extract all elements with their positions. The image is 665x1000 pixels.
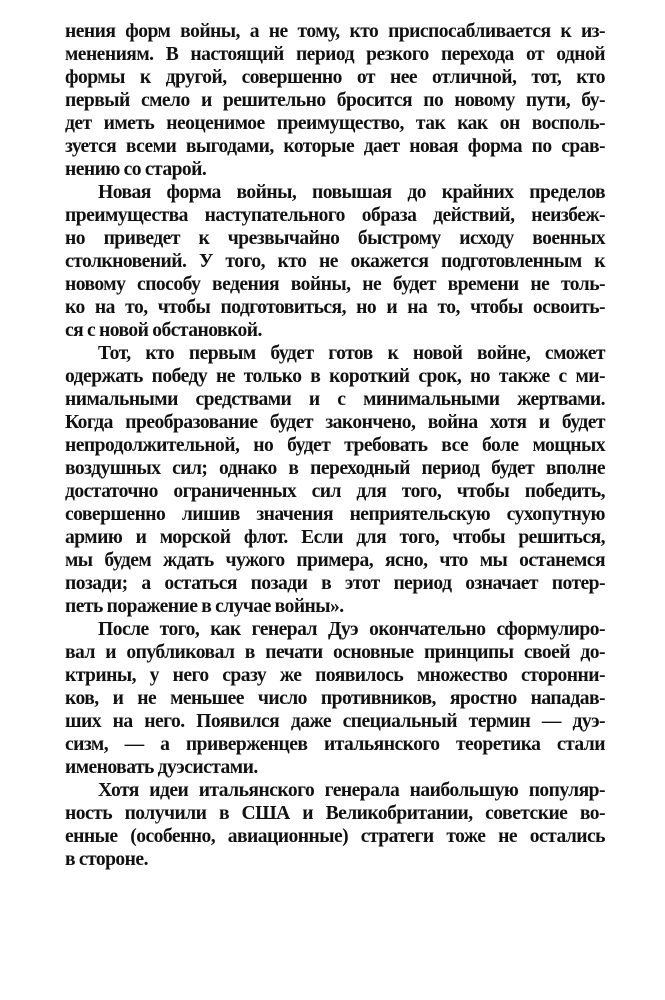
text-line: После того, как генерал Дуэ окончательно сформулиро- <box>98 619 605 640</box>
text-line: ших на него. Появился даже специальный термин — дуэ- <box>65 711 605 732</box>
text-line: формы к другой, совершенно от нее отличной, тот, кто <box>65 67 605 88</box>
page-text-column <box>65 20 605 871</box>
text-line: Тот, кто первым будет готов к новой войне, сможет <box>98 343 605 364</box>
text-line: одержать победу не только в короткий срок, но также с ми- <box>65 366 605 387</box>
text-line: Хотя идеи итальянского генерала наибольшую популяр- <box>98 780 605 801</box>
text-line: достаточно ограниченных сил для того, чтобы победить, <box>65 481 605 502</box>
text-line: ко на то, чтобы подготовиться, но и на то, чтобы освоить- <box>65 297 605 318</box>
text-line: зуется всеми выгодами, которые дает новая форма по срав- <box>65 136 605 157</box>
text-line: ся с новой обстановкой. <box>65 320 262 341</box>
text-line: дет иметь неоценимое преимущество, так как он восполь- <box>65 113 605 134</box>
paragraph-1-continued <box>65 20 605 181</box>
text-line: совершенно лишив значения неприятельскую сухопутную <box>65 504 605 525</box>
text-line: армию и морской флот. Если для того, чтобы решиться, <box>65 527 605 548</box>
text-line: новому способу ведения войны, не будет времени не толь- <box>65 274 605 295</box>
text-line: мы будем ждать чужого примера, ясно, что мы останемся <box>65 550 605 571</box>
text-line: нимальными средствами и с минимальными жертвами. <box>65 389 605 410</box>
text-line: менениям. В настоящий период резкого перехода от одной <box>65 44 605 65</box>
text-line: именовать дуэсистами. <box>65 757 258 778</box>
paragraph-2 <box>65 181 605 342</box>
text-line: Новая форма войны, повышая до крайних пределов <box>98 182 605 203</box>
text-line: нению со старой. <box>65 159 207 180</box>
text-line: сизм, — а приверженцев итальянского теоретика стали <box>65 734 605 755</box>
text-line: петь поражение в случае войны». <box>65 596 344 617</box>
text-line: преимущества наступательного образа действий, неизбеж- <box>65 205 605 226</box>
text-line: ность получили в США и Великобритании, советские во- <box>65 803 605 824</box>
text-line: ков, и не меньшее число противников, яростно нападав- <box>65 688 605 709</box>
text-line: ктрины, у него сразу же появилось множество сторонни- <box>65 665 605 686</box>
text-line: воздушных сил; однако в переходный период будет вполне <box>65 458 605 479</box>
paragraph-5 <box>65 779 605 871</box>
text-line: непродолжительной, но будет требовать все боле мощных <box>65 435 605 456</box>
paragraph-4 <box>65 618 605 779</box>
paragraph-3 <box>65 342 605 618</box>
text-line: нения форм войны, а не тому, кто приспосабливается к из- <box>65 21 605 42</box>
text-line: первый смело и решительно бросится по новому пути, бу- <box>65 90 605 111</box>
text-line: столкновений. У того, кто не окажется подготовленным к <box>65 251 605 272</box>
text-line: вал и опубликовал в печати основные принципы своей до- <box>65 642 605 663</box>
text-line: позади; а остаться позади в этот период означает потер- <box>65 573 605 594</box>
text-line: енные (особенно, авиационные) стратеги тоже не остались <box>65 826 605 847</box>
text-line: Когда преобразование будет закончено, война хотя и будет <box>65 412 605 433</box>
text-line: но приведет к чрезвычайно быстрому исходу военных <box>65 228 605 249</box>
text-line: в стороне. <box>65 849 148 870</box>
